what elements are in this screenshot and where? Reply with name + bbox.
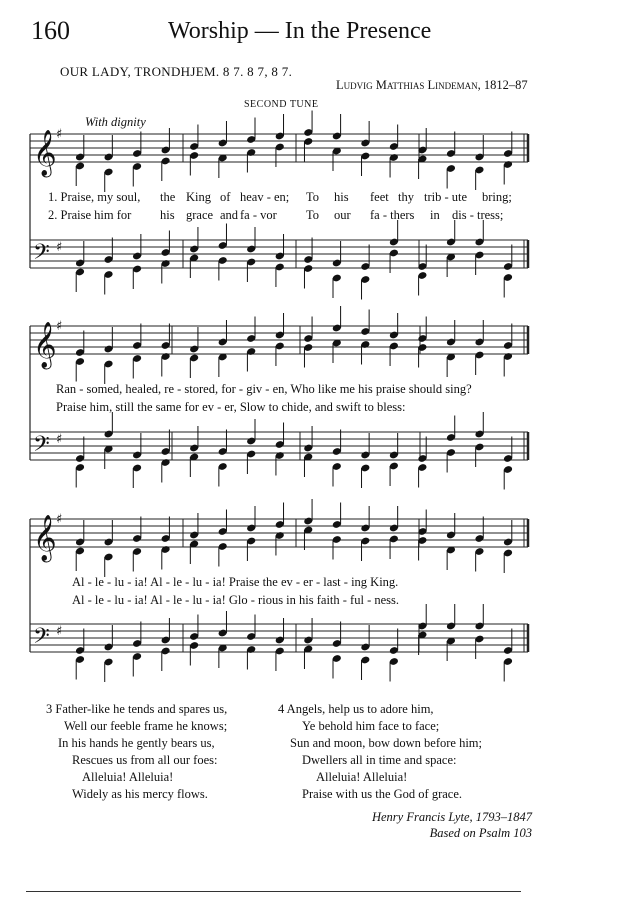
treble-clef-icon: 𝄞 <box>33 130 57 176</box>
verse-line: Rescues us from all our foes: <box>72 753 218 767</box>
lyric-syllable: 2. Praise him for <box>48 208 132 222</box>
lyrics-line-1-2 <box>0 208 640 226</box>
verse-line: Alleluia! Alleluia! <box>316 770 408 784</box>
lyric-syllable: trib - ute <box>424 190 468 204</box>
lyric-syllable: feet <box>370 190 389 204</box>
lyric-syllable: fa - vor <box>240 208 277 222</box>
sharp-icon: ♯ <box>56 240 63 255</box>
bass-clef-icon: 𝄢 <box>33 624 50 654</box>
verse-line: Widely as his mercy flows. <box>72 787 208 801</box>
source-credit: Based on Psalm 103 <box>429 826 532 840</box>
lyric-syllable: his <box>160 208 175 222</box>
verse-line: Ye behold him face to face; <box>302 719 440 733</box>
lyric-syllable: our <box>334 208 351 222</box>
bass-clef-icon: 𝄢 <box>33 432 50 462</box>
sharp-icon: ♯ <box>56 127 63 142</box>
lyric-syllable: grace <box>186 208 214 222</box>
lyric-syllable: To <box>306 190 320 204</box>
lyrics-line-3-1 <box>0 575 640 593</box>
second-tune-label: SECOND TUNE <box>244 99 319 110</box>
lyric-syllable: 1. Praise, my soul, <box>48 190 141 204</box>
verse-line: 4 Angels, help us to adore him, <box>278 702 434 716</box>
lyric-syllable: Praise him, still the same for ev - er, Slow to chide, and swift to bless: <box>56 400 406 414</box>
lyric-syllable: To <box>306 208 320 222</box>
lyrics-line-2-2 <box>0 400 640 418</box>
page-number: 160 <box>31 16 70 45</box>
treble-clef-icon: 𝄞 <box>33 515 57 561</box>
verse-line: In his hands he gently bears us, <box>58 736 215 750</box>
section-title: Worship — In the Presence <box>168 18 432 44</box>
lyric-syllable: fa - thers <box>370 208 415 222</box>
lyric-syllable: and <box>220 208 239 222</box>
verse-line: Dwellers all in time and space: <box>302 753 457 767</box>
sharp-icon: ♯ <box>56 512 63 527</box>
lyric-syllable: dis - tress; <box>452 208 504 222</box>
verse-line: Well our feeble frame he knows; <box>64 719 228 733</box>
verse-line: Sun and moon, bow down before him; <box>290 736 482 750</box>
sharp-icon: ♯ <box>56 432 63 447</box>
bass-clef-icon: 𝄢 <box>33 240 50 270</box>
lyric-syllable: the <box>160 190 176 204</box>
footer-rule <box>26 891 521 892</box>
verse-4 <box>278 701 482 803</box>
lyric-syllable: King <box>186 190 211 204</box>
lyrics-line-3-2 <box>0 593 640 611</box>
composer-name: Ludvig Matthias Lindeman, 1812–87 <box>336 78 528 92</box>
lyric-syllable: in <box>430 208 440 222</box>
lyric-syllable: Al - le - lu - ia! Al - le - lu - ia! Praise the ev - er - last - ing King. <box>72 575 399 589</box>
sharp-icon: ♯ <box>56 624 63 639</box>
tempo-marking: With dignity <box>85 115 146 129</box>
lyric-syllable: his <box>334 190 349 204</box>
verse-line: Alleluia! Alleluia! <box>82 770 174 784</box>
lyric-syllable: Ran - somed, healed, re - stored, for - giv - en, Who like me his praise should sing? <box>56 382 472 396</box>
sharp-icon: ♯ <box>56 319 63 334</box>
lyric-syllable: bring; <box>482 190 512 204</box>
verse-line: 3 Father-like he tends and spares us, <box>46 702 228 716</box>
tune-name: OUR LADY, TRONDHJEM. 8 7. 8 7, 8 7. <box>60 64 293 79</box>
author-credit: Henry Francis Lyte, 1793–1847 <box>371 810 532 824</box>
lyrics-line-1-1 <box>0 190 640 208</box>
treble-clef-icon: 𝄞 <box>33 322 57 368</box>
verse-3 <box>46 701 227 803</box>
lyric-syllable: Al - le - lu - ia! Al - le - lu - ia! Glo - rious in his faith - ful - ness. <box>72 593 400 607</box>
lyric-syllable: heav - en; <box>240 190 290 204</box>
lyrics-line-2-1 <box>0 382 640 400</box>
lyric-syllable: of <box>220 190 231 204</box>
verse-line: Praise with us the God of grace. <box>302 787 463 801</box>
lyric-syllable: thy <box>398 190 414 204</box>
